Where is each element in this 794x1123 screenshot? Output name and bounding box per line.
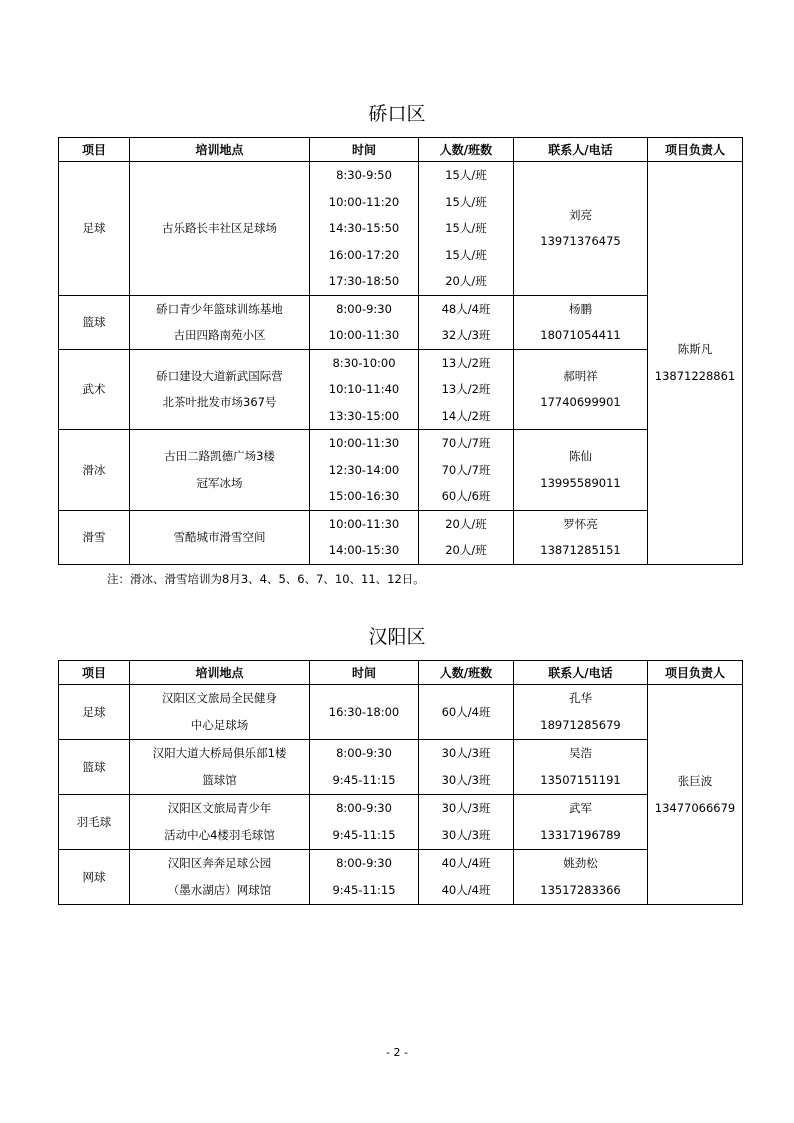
class-count: 30人/3班: [441, 773, 491, 787]
time-slot: 8:00-9:30: [336, 746, 392, 760]
header-sport: 项目: [59, 661, 130, 685]
time-slot: 8:00-9:30: [336, 301, 392, 316]
table-row: [59, 850, 743, 905]
contact-phone: 18971285679: [540, 718, 621, 732]
table-row: [59, 430, 743, 511]
time-slot: 17:30-18:50: [328, 274, 400, 288]
time-cell: [310, 430, 419, 511]
table-row: [59, 510, 743, 564]
contact-cell: [514, 740, 648, 795]
time-slot: 15:00-16:30: [328, 489, 400, 503]
header-contact: 联系人/电话: [514, 138, 648, 162]
location-line: 古田四路南苑小区: [173, 328, 266, 342]
header-location: 培训地点: [130, 661, 310, 685]
header-contact: 联系人/电话: [514, 661, 648, 685]
contact-phone: 13871285151: [540, 543, 621, 557]
contact-phone: 13971376475: [540, 234, 621, 249]
location-cell: [130, 685, 310, 740]
class-count: 70人/7班: [441, 436, 491, 450]
location-line: 古乐路长丰社区足球场: [162, 221, 277, 235]
contact-phone: 17740699901: [540, 395, 621, 410]
page-number: - 2 -: [386, 1046, 408, 1059]
time-slot: 9:45-11:15: [332, 773, 396, 787]
header-count: 人数/班数: [419, 138, 514, 162]
location-line: 北茶叶批发市场367号: [162, 395, 277, 410]
class-count: 60人/4班: [441, 704, 491, 719]
time-slot: 8:00-9:30: [336, 856, 392, 870]
location-cell: [130, 740, 310, 795]
table-header-row: [59, 661, 743, 685]
header-time: 时间: [310, 661, 419, 685]
time-slot: 16:00-17:20: [328, 247, 400, 262]
count-cell: [419, 850, 514, 905]
manager-name: 陈斯凡: [677, 342, 713, 357]
location-line: （墨水湖店）网球馆: [167, 883, 272, 897]
count-cell: [419, 349, 514, 430]
manager-name: 张巨波: [677, 773, 713, 788]
time-slot: 12:30-14:00: [328, 462, 400, 477]
time-slot: 8:30-10:00: [332, 355, 396, 370]
time-slot: 8:00-9:30: [336, 801, 392, 815]
class-count: 30人/3班: [441, 828, 491, 842]
count-cell: [419, 685, 514, 740]
contact-phone: 13517283366: [540, 883, 621, 897]
contact-cell: [514, 850, 648, 905]
class-count: 15人/班: [445, 221, 487, 235]
table-row: [59, 740, 743, 795]
header-sport: 项目: [59, 138, 130, 162]
count-cell: [419, 295, 514, 349]
contact-name: 吴浩: [569, 746, 592, 760]
class-count: 40人/4班: [441, 856, 491, 870]
location-line: 雪酷城市滑雪空间: [173, 529, 266, 544]
hanyang-table: [58, 660, 743, 905]
time-slot: 10:10-11:40: [328, 382, 400, 396]
class-count: 60人/6班: [441, 489, 491, 503]
contact-name: 陈仙: [569, 449, 592, 464]
class-count: 32人/3班: [441, 328, 491, 342]
class-count: 15人/班: [445, 168, 487, 182]
header-location: 培训地点: [130, 138, 310, 162]
time-slot: 10:00-11:20: [328, 194, 400, 209]
header-manager: 项目负责人: [648, 661, 743, 685]
class-count: 30人/3班: [441, 801, 491, 815]
table-row: [59, 685, 743, 740]
class-count: 30人/3班: [441, 746, 491, 760]
count-cell: [419, 510, 514, 564]
table-row: [59, 162, 743, 296]
manager-cell: [648, 685, 743, 905]
location-line: 硚口建设大道新武国际营: [156, 368, 283, 383]
class-count: 70人/7班: [441, 462, 491, 477]
table-header-row: [59, 138, 743, 162]
count-cell: [419, 162, 514, 296]
location-cell: [130, 430, 310, 511]
sport-cell: 篮球: [59, 740, 130, 795]
time-cell: [310, 295, 419, 349]
time-slot: 16:30-18:00: [328, 704, 400, 719]
table-row: [59, 795, 743, 850]
location-cell: [130, 795, 310, 850]
class-count: 14人/2班: [441, 408, 491, 423]
time-slot: 13:30-15:00: [328, 408, 400, 423]
sport-cell: 滑雪: [59, 510, 130, 564]
qiaokou-table: [58, 137, 743, 565]
time-slot: 9:45-11:15: [332, 883, 396, 897]
contact-cell: [514, 430, 648, 511]
contact-name: 杨鹏: [569, 301, 592, 316]
sport-cell: 羽毛球: [59, 795, 130, 850]
contact-phone: 18071054411: [540, 328, 621, 342]
location-line: 汉阳区奔奔足球公园: [167, 856, 272, 870]
location-line: 活动中心4楼羽毛球馆: [164, 828, 275, 842]
time-slot: 10:00-11:30: [328, 328, 400, 342]
sport-cell: 足球: [59, 685, 130, 740]
location-cell: [130, 349, 310, 430]
contact-cell: [514, 295, 648, 349]
location-line: 古田二路凯德广场3楼: [164, 449, 275, 464]
contact-phone: 13507151191: [540, 773, 621, 787]
table-row: [59, 295, 743, 349]
contact-cell: [514, 349, 648, 430]
location-line: 篮球馆: [202, 773, 237, 787]
sport-cell: 武术: [59, 349, 130, 430]
sport-cell: 篮球: [59, 295, 130, 349]
contact-name: 姚劲松: [563, 856, 598, 870]
class-count: 20人/班: [445, 274, 487, 288]
location-cell: [130, 510, 310, 564]
count-cell: [419, 430, 514, 511]
time-slot: 10:00-11:30: [328, 436, 400, 450]
count-cell: [419, 740, 514, 795]
time-cell: [310, 349, 419, 430]
location-cell: [130, 850, 310, 905]
contact-name: 罗怀亮: [563, 516, 598, 531]
location-line: 汉阳区文旅局全民健身: [162, 691, 277, 705]
location-line: 汉阳区文旅局青少年: [167, 801, 272, 815]
time-cell: [310, 740, 419, 795]
contact-name: 郝明祥: [563, 368, 598, 383]
contact-name: 武军: [569, 801, 592, 815]
location-cell: [130, 295, 310, 349]
location-line: 汉阳大道大桥局俱乐部1楼: [152, 746, 287, 760]
manager-phone: 13477066679: [654, 800, 736, 815]
contact-phone: 13317196789: [540, 828, 621, 842]
time-cell: [310, 850, 419, 905]
class-count: 20人/班: [445, 516, 487, 531]
sport-cell: 足球: [59, 162, 130, 296]
time-slot: 10:00-11:30: [328, 516, 400, 531]
header-manager: 项目负责人: [648, 138, 743, 162]
contact-cell: [514, 795, 648, 850]
class-count: 15人/班: [445, 194, 487, 209]
class-count: 40人/4班: [441, 883, 491, 897]
time-slot: 9:45-11:15: [332, 828, 396, 842]
hanyang-title: 汉阳区: [368, 626, 426, 648]
time-slot: 8:30-9:50: [336, 168, 392, 182]
sport-cell: 网球: [59, 850, 130, 905]
location-line: 硚口青少年篮球训练基地: [156, 301, 283, 316]
qiaokou-title: 硚口区: [368, 103, 426, 125]
contact-phone: 13995589011: [540, 475, 621, 490]
location-line: 冠军冰场: [196, 475, 243, 490]
time-slot: 14:30-15:50: [328, 221, 400, 235]
sport-cell: 滑冰: [59, 430, 130, 511]
time-cell: [310, 162, 419, 296]
class-count: 15人/班: [445, 247, 487, 262]
contact-cell: [514, 685, 648, 740]
time-cell: [310, 685, 419, 740]
class-count: 48人/4班: [441, 301, 491, 316]
time-slot: 14:00-15:30: [328, 543, 400, 557]
count-cell: [419, 795, 514, 850]
class-count: 13人/2班: [441, 355, 491, 370]
contact-cell: [514, 510, 648, 564]
location-cell: [130, 162, 310, 296]
location-line: 中心足球场: [190, 718, 249, 732]
contact-name: 刘亮: [569, 207, 592, 222]
table-row: [59, 349, 743, 430]
header-count: 人数/班数: [419, 661, 514, 685]
class-count: 20人/班: [445, 543, 487, 557]
manager-phone: 13871228861: [654, 368, 736, 383]
manager-cell: [648, 162, 743, 565]
contact-name: 孔华: [569, 691, 592, 705]
contact-cell: [514, 162, 648, 296]
class-count: 13人/2班: [441, 382, 491, 396]
time-cell: [310, 795, 419, 850]
header-time: 时间: [310, 138, 419, 162]
training-date-note: 注：滑冰、滑雪培训为8月3、4、5、6、7、10、11、12日。: [107, 572, 425, 586]
time-cell: [310, 510, 419, 564]
